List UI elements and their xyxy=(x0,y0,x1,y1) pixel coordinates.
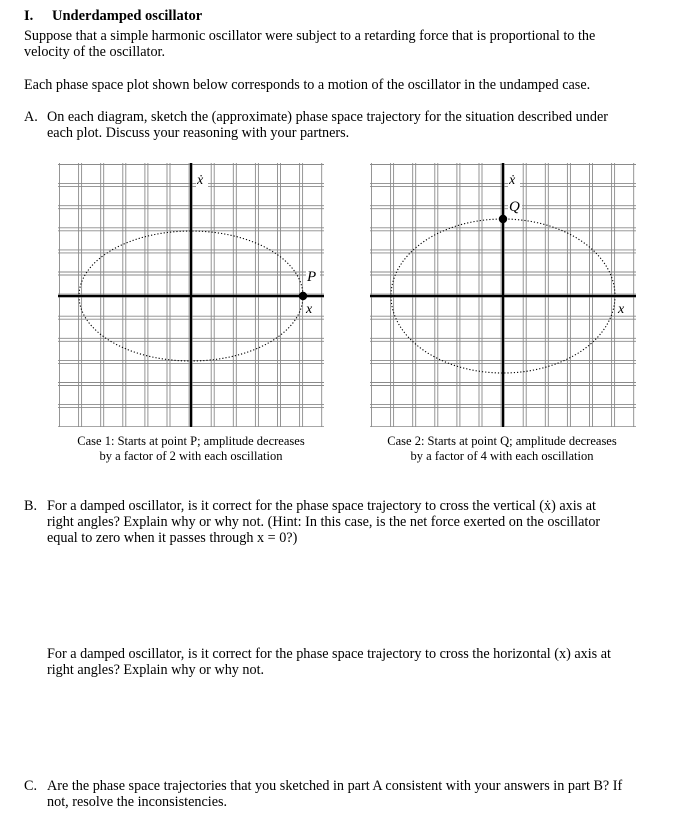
part-c-line-2: not, resolve the inconsistencies. xyxy=(47,794,228,810)
part-c xyxy=(24,778,664,810)
horizontal-axis-label-1: x xyxy=(306,302,313,317)
caption-1-line-1: Case 1: Starts at point P; amplitude decreases xyxy=(77,434,305,448)
part-b-q1-line-1: For a damped oscillator, is it correct for the phase space trajectory to cross the vertical (ẋ) axis at xyxy=(47,498,596,514)
part-b-question-1 xyxy=(24,498,664,546)
part-c-letter: C. xyxy=(24,778,38,794)
point-label-q: Q xyxy=(509,199,520,215)
phase-plot-case-1 xyxy=(58,163,324,427)
part-b-q2-line-2: right angles? Explain why or why not. xyxy=(47,662,265,678)
vertical-axis-label-1: ẋ xyxy=(197,173,204,188)
section-title: Underdamped oscillator xyxy=(52,8,203,24)
part-a xyxy=(24,109,664,141)
part-b-letter: B. xyxy=(24,498,38,514)
part-b-q1-line-3: equal to zero when it passes through x = 0?) xyxy=(47,530,298,546)
intro-paragraph xyxy=(24,28,644,60)
start-point-p xyxy=(299,292,307,300)
part-b-q2-line-1: For a damped oscillator, is it correct for the phase space trajectory to cross the horizontal (x) axis at xyxy=(47,646,611,662)
part-b-question-2 xyxy=(24,646,664,678)
caption-2-line-1: Case 2: Starts at point Q; amplitude decreases xyxy=(387,434,617,448)
part-a-line-2: each plot. Discuss your reasoning with your partners. xyxy=(47,125,350,141)
horizontal-axis-label-2: x xyxy=(618,302,625,317)
phase-plot-2-svg xyxy=(370,163,636,427)
vertical-axis-label-2: ẋ xyxy=(509,173,516,188)
section-number: I. xyxy=(24,8,34,24)
part-b-q1-line-2: right angles? Explain why or why not. (Hint: In this case, is the net force exerted on the oscillator xyxy=(47,514,601,530)
part-a-line-1: On each diagram, sketch the (approximate) phase space trajectory for the situation described under xyxy=(47,109,608,125)
phase-plot-1-svg xyxy=(58,163,324,427)
start-point-q xyxy=(499,215,507,223)
part-a-letter: A. xyxy=(24,109,38,125)
caption-case-2 xyxy=(366,434,638,464)
intro-line-1: Suppose that a simple harmonic oscillator were subject to a retarding force that is proportional to the xyxy=(24,28,596,44)
phase-space-note: Each phase space plot shown below corresponds to a motion of the oscillator in the undamped case. xyxy=(24,77,591,93)
phase-plot-case-2 xyxy=(370,163,636,427)
caption-2-line-2: by a factor of 4 with each oscillation xyxy=(410,449,594,463)
point-label-p: P xyxy=(307,269,317,285)
part-c-line-1: Are the phase space trajectories that you sketched in part A consistent with your answers in part B? If xyxy=(47,778,623,794)
section-heading xyxy=(24,8,202,24)
intro-line-2: velocity of the oscillator. xyxy=(24,44,166,60)
caption-1-line-2: by a factor of 2 with each oscillation xyxy=(99,449,283,463)
caption-case-1 xyxy=(56,434,326,464)
